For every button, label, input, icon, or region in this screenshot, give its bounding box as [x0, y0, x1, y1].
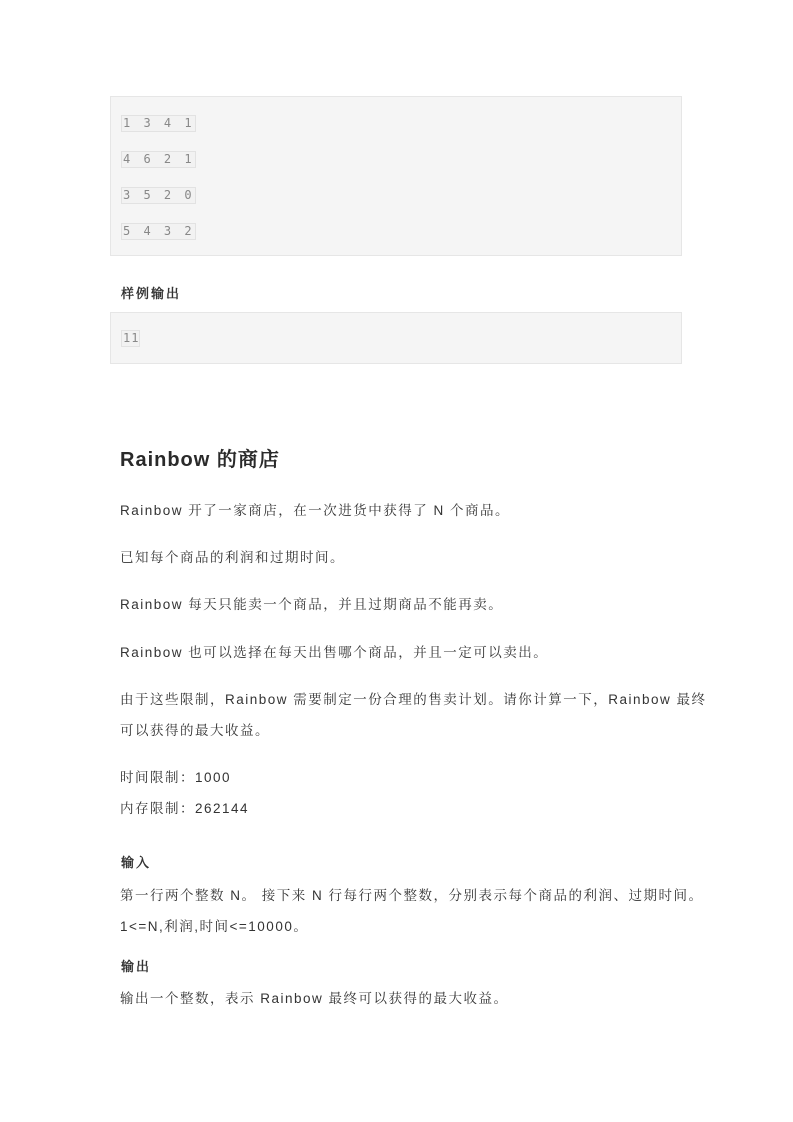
sample-output-box [110, 312, 682, 364]
sample-output-value: 11 [123, 331, 140, 345]
sample-input-line: 5 4 3 2 [123, 224, 195, 238]
memory-limit: 内存限制：262144 [120, 801, 250, 816]
sample-output-label: 样例输出 [121, 286, 182, 301]
sample-input-line: 3 5 2 0 [123, 188, 195, 202]
input-description-line: 1<=N,利润,时间<=10000。 [120, 919, 309, 934]
problem-title: Rainbow 的商店 [120, 449, 280, 471]
description-line: Rainbow 每天只能卖一个商品，并且过期商品不能再卖。 [120, 597, 504, 612]
time-limit: 时间限制：1000 [120, 770, 232, 785]
description-line: Rainbow 开了一家商店，在一次进货中获得了 N 个商品。 [120, 503, 511, 518]
output-heading: 输出 [121, 959, 152, 974]
input-description-line: 第一行两个整数 N。 接下来 N 行每行两个整数，分别表示每个商品的利润、过期时间。 [120, 888, 704, 903]
description-line: 由于这些限制，Rainbow 需要制定一份合理的售卖计划。请你计算一下，Rainbow 最终 [120, 692, 707, 707]
sample-input-line: 1 3 4 1 [123, 116, 195, 130]
description-line: 可以获得的最大收益。 [120, 723, 270, 738]
sample-input-line: 4 6 2 1 [123, 152, 195, 166]
output-description-line: 输出一个整数，表示 Rainbow 最终可以获得的最大收益。 [120, 991, 509, 1006]
input-heading: 输入 [121, 855, 152, 870]
description-line: 已知每个商品的利润和过期时间。 [120, 550, 345, 565]
sample-input-box [110, 96, 682, 256]
description-line: Rainbow 也可以选择在每天出售哪个商品，并且一定可以卖出。 [120, 645, 549, 660]
